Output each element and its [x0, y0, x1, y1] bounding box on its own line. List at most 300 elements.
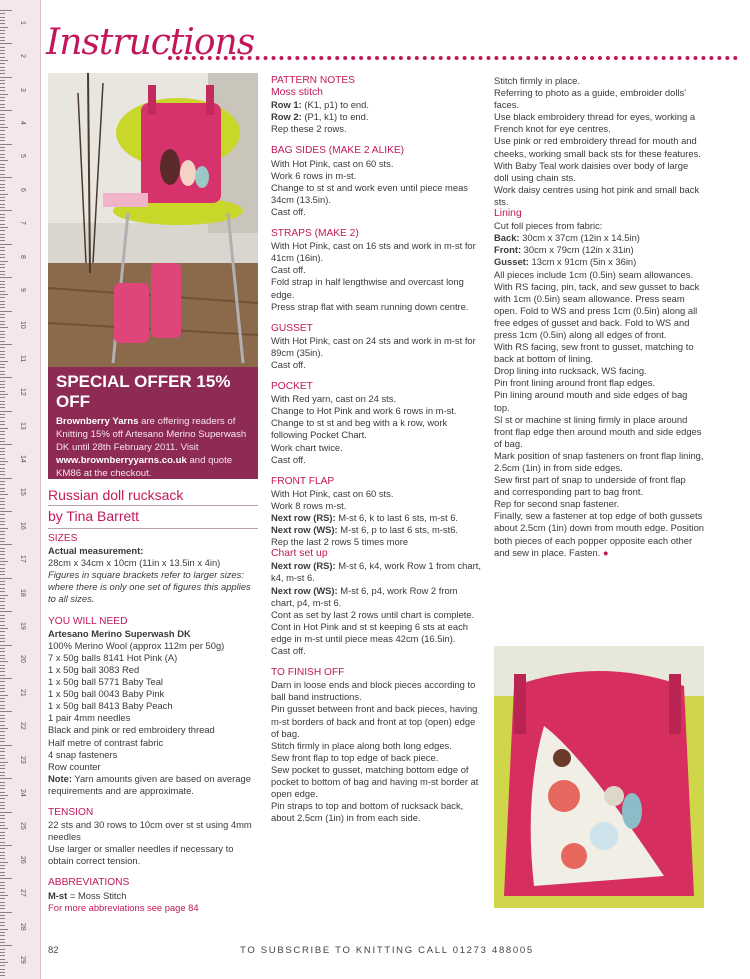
ruler-tick: [0, 170, 5, 171]
offer-text-1: are offering readers of Knitting 15% off Artesano Merino Superwash DK until 28th February 2011. Visit: [56, 416, 247, 453]
ruler-tick: [0, 558, 5, 559]
ruler-tick: [0, 728, 8, 729]
lining-heading: Lining: [494, 208, 522, 220]
ruler-tick: [0, 100, 5, 101]
ruler-tick: [0, 107, 5, 108]
ruler-tick: [0, 458, 5, 459]
ruler-tick: [0, 551, 5, 552]
chart-next-rs: [271, 560, 481, 584]
sides-line: Change to st st and work even until piece meas 34cm (13.5in).: [271, 181, 468, 205]
embroidery-line: Stitch firmly in place.: [494, 75, 580, 86]
ruler-tick: [0, 144, 12, 145]
offer-brand: Brownberry Yarns: [56, 416, 139, 427]
ruler-tick: [0, 721, 5, 722]
ruler-tick: [0, 407, 5, 408]
ruler-tick: [0, 554, 5, 555]
ruler-tick: [0, 394, 8, 395]
lining-line: Finally, sew a fastener at top edge of both gussets about 2.5cm (1in) down from mouth edge. Position both pieces of each popper opposite each other and sew in place. Fasten. ●: [494, 510, 705, 558]
lining-front: [494, 244, 704, 256]
ruler-tick: [0, 568, 5, 569]
sides-line: Cast off.: [271, 205, 306, 217]
ruler-tick: [0, 174, 5, 175]
ruler-tick: [0, 929, 8, 930]
lining-intro: Cut foll pieces from fabric:: [494, 220, 603, 232]
ruler-tick: [0, 354, 5, 355]
ruler-tick: [0, 291, 5, 292]
chart-line: Cont as set by last 2 rows until chart is complete.: [271, 608, 475, 620]
ruler-number: 5: [19, 154, 26, 159]
sizes-label: Actual measurement:: [48, 545, 144, 557]
finish-line: Sew front flap to top edge of back piece.: [271, 751, 439, 763]
ruler-tick: [0, 798, 5, 799]
ruler-number: 4: [19, 120, 26, 125]
ruler-tick: [0, 651, 5, 652]
material-item: 1 pair 4mm needles: [48, 712, 131, 724]
ruler-tick: [0, 918, 5, 919]
ruler-number: 23: [19, 755, 26, 764]
ruler-tick: [0, 755, 5, 756]
abbrev-more-link[interactable]: For more abbreviations see page 84: [48, 901, 199, 913]
ruler-tick: [0, 845, 12, 846]
ruler-tick: [0, 488, 5, 489]
ruler-tick: [0, 581, 5, 582]
ruler-tick: [0, 631, 5, 632]
rucksack-lining-photo: [494, 646, 704, 908]
sizes-heading: SIZES: [48, 533, 78, 544]
ruler-tick: [0, 227, 8, 228]
finish-heading: TO FINISH OFF: [271, 667, 345, 679]
ruler-tick: [0, 765, 5, 766]
ruler-tick: [0, 481, 5, 482]
ruler-tick: [0, 20, 5, 21]
ruler-tick: [0, 822, 5, 823]
ruler-tick: [0, 608, 5, 609]
lining-line: Sl st or machine st lining firmly in place around front flap edge then around mouth and side edges of bag.: [494, 413, 702, 449]
chart-next-rs-text: M-st 6, k4, work Row 1 from chart, k4, m-st 6.: [271, 560, 481, 584]
page-number: 82: [48, 945, 59, 956]
ruler-tick: [0, 187, 5, 188]
lining-line: Pin front lining around front flap edges.: [494, 377, 656, 389]
ruler-tick: [0, 194, 8, 195]
ruler-tick: [0, 117, 5, 118]
ruler-tick: [0, 601, 5, 602]
ruler-number: 11: [19, 354, 26, 362]
abbrev-label: M-st: [48, 889, 68, 901]
row-2-text: (P1, k1) to end.: [301, 111, 369, 123]
offer-heading: SPECIAL OFFER 15% OFF: [56, 372, 231, 411]
embroidery-text: [494, 75, 704, 208]
ruler-tick: [0, 381, 5, 382]
material-item: 100% Merino Wool (approx 112m per 50g): [48, 639, 225, 651]
ruler-tick: [0, 965, 5, 966]
ruler-tick: [0, 304, 5, 305]
ruler-tick: [0, 134, 5, 135]
ruler-tick: [0, 287, 5, 288]
ruler-tick: [0, 167, 5, 168]
ruler-tick: [0, 768, 5, 769]
ruler-tick: [0, 802, 5, 803]
ruler-tick: [0, 922, 5, 923]
ruler-tick: [0, 321, 5, 322]
divider: [48, 505, 258, 506]
sizes-note: Figures in square brackets refer to larger sizes: where there is only one set of figures this applies to all sizes.: [48, 569, 251, 605]
need-note-label: Note:: [48, 772, 72, 784]
ruler-number: 20: [19, 655, 26, 664]
ruler-tick: [0, 758, 5, 759]
ruler-tick: [0, 431, 5, 432]
ruler-tick: [0, 498, 5, 499]
ruler-tick: [0, 261, 8, 262]
ruler-tick: [0, 832, 5, 833]
pocket-heading: POCKET: [271, 381, 313, 393]
flap-next-ws: [271, 524, 481, 536]
ruler-tick: [0, 521, 5, 522]
ruler-tick: [0, 341, 5, 342]
ruler-tick: [0, 641, 5, 642]
ruler-tick: [0, 671, 5, 672]
ruler-tick: [0, 955, 5, 956]
ruler-tick: [0, 855, 5, 856]
ruler-tick: [0, 678, 12, 679]
flap-line-2: Work 8 rows m-st.: [271, 499, 347, 511]
ruler-tick: [0, 217, 5, 218]
ruler-tick: [0, 70, 5, 71]
ruler-tick: [0, 137, 5, 138]
ruler-tick: [0, 902, 5, 903]
ruler-tick: [0, 872, 5, 873]
sides-heading: BAG SIDES (MAKE 2 ALIKE): [271, 145, 405, 157]
ruler-tick: [0, 949, 5, 950]
ruler-tick: [0, 37, 5, 38]
ruler-tick: [0, 574, 5, 575]
ruler-tick: [0, 357, 5, 358]
embroidery-line: Use pink or red embroidery thread for mouth and cheeks, working small back sts for these features.: [494, 135, 701, 159]
ruler-tick: [0, 80, 5, 81]
ruler-number: 16: [19, 521, 26, 530]
ruler-tick: [0, 578, 12, 579]
straps-line: Cast off.: [271, 264, 306, 276]
ruler-tick: [0, 638, 5, 639]
ruler-tick: [0, 220, 5, 221]
lining-line: Mark position of snap fasteners on front flap lining, 2.5cm (1in) in from side edges.: [494, 449, 704, 473]
ruler-tick: [0, 959, 5, 960]
ruler-tick: [0, 234, 5, 235]
finish-line: Sew pocket to gusset, matching bottom edge of pocket to bottom of bag and having m-st border at open edge.: [271, 763, 479, 800]
ruler-tick: [0, 27, 8, 28]
ruler-tick: [0, 738, 5, 739]
materials-list: [48, 640, 258, 773]
ruler-tick: [0, 748, 5, 749]
ruler-tick: [0, 818, 5, 819]
ruler-tick: [0, 327, 8, 328]
ruler-tick: [0, 548, 5, 549]
offer-text-2: and quote KM86 at the checkout.: [56, 455, 233, 479]
ruler-tick: [0, 878, 12, 879]
ruler-tick: [0, 397, 5, 398]
ruler-tick: [0, 254, 5, 255]
ruler-tick: [0, 214, 5, 215]
ruler-tick: [0, 685, 5, 686]
moss-row-1: [271, 99, 481, 111]
ruler-tick: [0, 975, 5, 976]
straps-line: With Hot Pink, cast on 16 sts and work in m-st for 41cm (16in).: [271, 240, 476, 264]
ruler-number: 27: [19, 889, 26, 897]
ruler-tick: [0, 782, 5, 783]
chart-next-rs-label: Next row (RS):: [271, 560, 336, 572]
ruler-tick: [0, 695, 8, 696]
ruler-tick: [0, 267, 5, 268]
sides-line: Work 6 rows in m-st.: [271, 169, 357, 181]
pocket-line: Change to st st and beg with a k row, work following Pocket Chart.: [271, 417, 448, 441]
need-yarn: Artesano Merino Superwash DK: [48, 627, 191, 639]
embroidery-line: With Baby Teal work daisies over body of large doll using chain sts.: [494, 159, 689, 183]
chart-next-ws-label: Next row (WS):: [271, 584, 338, 596]
ruler-tick: [0, 240, 5, 241]
pocket-line: Cast off.: [271, 453, 306, 465]
ruler-tick: [0, 905, 5, 906]
finish-line: Pin gusset between front and back pieces, having m-st borders of back and front at top (open) edge of bag.: [271, 703, 478, 739]
ruler-tick: [0, 77, 12, 78]
need-heading: YOU WILL NEED: [48, 615, 128, 627]
ruler-tick: [0, 468, 5, 469]
ruler-number: 24: [19, 788, 26, 797]
ruler-tick: [0, 367, 5, 368]
chart-next-ws-text: M-st 6, p4, work Row 2 from chart, p4, m-st 6.: [271, 584, 458, 608]
ruler-number: 3: [19, 87, 26, 92]
ruler-tick: [0, 30, 5, 31]
ruler-tick: [0, 544, 12, 545]
ruler-tick: [0, 301, 5, 302]
ruler-tick: [0, 708, 5, 709]
ruler-tick: [0, 611, 12, 612]
ruler-tick: [0, 962, 8, 963]
ruler-tick: [0, 531, 5, 532]
ruler-tick: [0, 164, 5, 165]
ruler-number: 19: [19, 621, 26, 630]
ruler-tick: [0, 731, 5, 732]
ruler-tick: [0, 230, 5, 231]
chart-text: [271, 609, 481, 657]
ruler-tick: [0, 317, 5, 318]
ruler-tick: [0, 952, 5, 953]
ruler-tick: [0, 939, 5, 940]
measuring-ruler: [0, 0, 41, 979]
ruler-tick: [0, 524, 5, 525]
ruler-number: 29: [19, 955, 26, 964]
ruler-tick: [0, 484, 5, 485]
material-item: Row counter: [48, 760, 101, 772]
ruler-tick: [0, 331, 5, 332]
material-item: 1 x 50g ball 3083 Red: [48, 663, 140, 675]
ruler-tick: [0, 464, 5, 465]
ruler-tick: [0, 337, 5, 338]
ruler-tick: [0, 43, 12, 44]
ruler-tick: [0, 140, 5, 141]
ruler-tick: [0, 104, 5, 105]
ruler-tick: [0, 17, 5, 18]
ruler-tick: [0, 177, 12, 178]
ruler-tick: [0, 190, 5, 191]
ruler-tick: [0, 73, 5, 74]
ruler-tick: [0, 862, 8, 863]
ruler-tick: [0, 835, 5, 836]
ruler-tick: [0, 311, 12, 312]
ruler-tick: [0, 47, 5, 48]
ruler-tick: [0, 865, 5, 866]
ruler-tick: [0, 534, 5, 535]
ruler-number: 17: [19, 555, 26, 563]
ruler-tick: [0, 33, 5, 34]
ruler-tick: [0, 858, 5, 859]
ruler-tick: [0, 94, 8, 95]
ruler-tick: [0, 361, 8, 362]
ruler-tick: [0, 628, 8, 629]
ruler-tick: [0, 284, 5, 285]
embroidery-line: Work daisy centres using hot pink and small back sts.: [494, 183, 700, 207]
ruler-tick: [0, 157, 5, 158]
lining-line: Rep for second snap fastener.: [494, 498, 620, 510]
ruler-tick: [0, 812, 12, 813]
ruler-tick: [0, 274, 5, 275]
ruler-tick: [0, 751, 5, 752]
tension-text: [48, 819, 258, 867]
ruler-tick: [0, 281, 5, 282]
ruler-tick: [0, 438, 5, 439]
ruler-tick: [0, 53, 5, 54]
ruler-number: 9: [19, 287, 26, 292]
ruler-tick: [0, 885, 5, 886]
ruler-tick: [0, 124, 5, 125]
ruler-tick: [0, 892, 5, 893]
ruler-number: 22: [19, 722, 26, 730]
finish-line: Darn in loose ends and block pieces according to ball band instructions.: [271, 679, 476, 703]
ruler-tick: [0, 598, 5, 599]
ruler-tick: [0, 698, 5, 699]
ruler-number: 15: [19, 488, 26, 497]
ruler-tick: [0, 655, 5, 656]
lining-line: With RS facing, sew front to gusset, matching to back at bottom of lining.: [494, 341, 694, 365]
ruler-tick: [0, 745, 12, 746]
ruler-tick: [0, 314, 5, 315]
embroidery-line: Referring to photo as a guide, embroider dolls' faces.: [494, 87, 687, 111]
ruler-tick: [0, 451, 5, 452]
ruler-tick: [0, 404, 5, 405]
ruler-number: 2: [19, 54, 26, 58]
ruler-tick: [0, 514, 5, 515]
ruler-tick: [0, 842, 5, 843]
offer-text: [56, 415, 250, 480]
ruler-tick: [0, 875, 5, 876]
lining-line: Sew first part of snap to underside of front flap and corresponding part to bag front.: [494, 474, 686, 498]
chart-next-ws: [271, 585, 481, 609]
ruler-tick: [0, 67, 5, 68]
row-2-label: Row 2:: [271, 111, 302, 123]
offer-url-link[interactable]: www.brownberryyarns.co.uk: [56, 455, 187, 466]
lining-gusset-size: 13cm x 91cm (5in x 36in): [528, 256, 637, 268]
ruler-tick: [0, 895, 8, 896]
ruler-tick: [0, 237, 5, 238]
ruler-tick: [0, 401, 5, 402]
tension-line: Use larger or smaller needles if necessary to obtain correct tension.: [48, 843, 234, 867]
ruler-tick: [0, 645, 12, 646]
gusset-text: [271, 335, 481, 371]
ruler-tick: [0, 625, 5, 626]
ruler-tick: [0, 912, 12, 913]
ruler-tick: [0, 387, 5, 388]
straps-line: Fold strap in half lengthwise and overcast long edge.: [271, 276, 464, 300]
lining-back-label: Back:: [494, 232, 520, 244]
ruler-tick: [0, 224, 5, 225]
ruler-tick: [0, 110, 12, 111]
ruler-tick: [0, 571, 5, 572]
ruler-tick: [0, 621, 5, 622]
ruler-tick: [0, 591, 5, 592]
pattern-author: by Tina Barrett: [48, 508, 140, 524]
ruler-tick: [0, 294, 8, 295]
ruler-tick: [0, 908, 5, 909]
ruler-tick: [0, 257, 5, 258]
abbrev-item: [48, 890, 258, 902]
ruler-tick: [0, 277, 12, 278]
ruler-tick: [0, 772, 5, 773]
gusset-heading: GUSSET: [271, 322, 313, 334]
ruler-number: 1: [19, 20, 26, 25]
ruler-number: 10: [19, 321, 26, 330]
ruler-tick: [0, 665, 5, 666]
ruler-tick: [0, 538, 5, 539]
special-offer-box: [48, 367, 258, 479]
flap-heading: FRONT FLAP: [271, 475, 335, 487]
ruler-tick: [0, 147, 5, 148]
material-item: 1 x 50g ball 8413 Baby Peach: [48, 700, 173, 712]
gusset-line: With Hot Pink, cast on 24 sts and work in m-st for 89cm (35in).: [271, 334, 476, 358]
ruler-tick: [0, 561, 8, 562]
ruler-tick: [0, 441, 5, 442]
ruler-tick: [0, 494, 8, 495]
ruler-tick: [0, 391, 5, 392]
ruler-tick: [0, 448, 5, 449]
ruler-tick: [0, 244, 12, 245]
ruler-tick: [0, 428, 8, 429]
ruler-number: 13: [19, 421, 26, 430]
ruler-tick: [0, 417, 5, 418]
material-item: 4 snap fasteners: [48, 748, 118, 760]
ruler-tick: [0, 180, 5, 181]
straps-line: Press strap flat with seam running down centre.: [271, 300, 469, 312]
ruler-tick: [0, 701, 5, 702]
ruler-tick: [0, 898, 5, 899]
pocket-line: With Red yarn, cast on 24 sts.: [271, 393, 397, 405]
ruler-tick: [0, 735, 5, 736]
ruler-tick: [0, 424, 5, 425]
tension-heading: TENSION: [48, 806, 94, 818]
ruler-tick: [0, 184, 5, 185]
sides-text: [271, 158, 481, 218]
ruler-tick: [0, 741, 5, 742]
ruler-tick: [0, 868, 5, 869]
ruler-tick: [0, 828, 8, 829]
ruler-tick: [0, 815, 5, 816]
ruler-tick: [0, 681, 5, 682]
notes-heading: PATTERN NOTES: [271, 75, 355, 86]
material-item: 1 x 50g ball 5771 Baby Teal: [48, 676, 164, 688]
pocket-line: Work chart twice.: [271, 441, 343, 453]
ruler-tick: [0, 564, 5, 565]
ruler-tick: [0, 584, 5, 585]
finish-line: Pin straps to top and bottom of rucksack back, about 2.5cm (1in) in from each side.: [271, 800, 464, 824]
subscribe-line: TO SUBSCRIBE TO KNITTING CALL 01273 488005: [240, 945, 534, 956]
pattern-name: Russian doll rucksack: [48, 487, 184, 503]
